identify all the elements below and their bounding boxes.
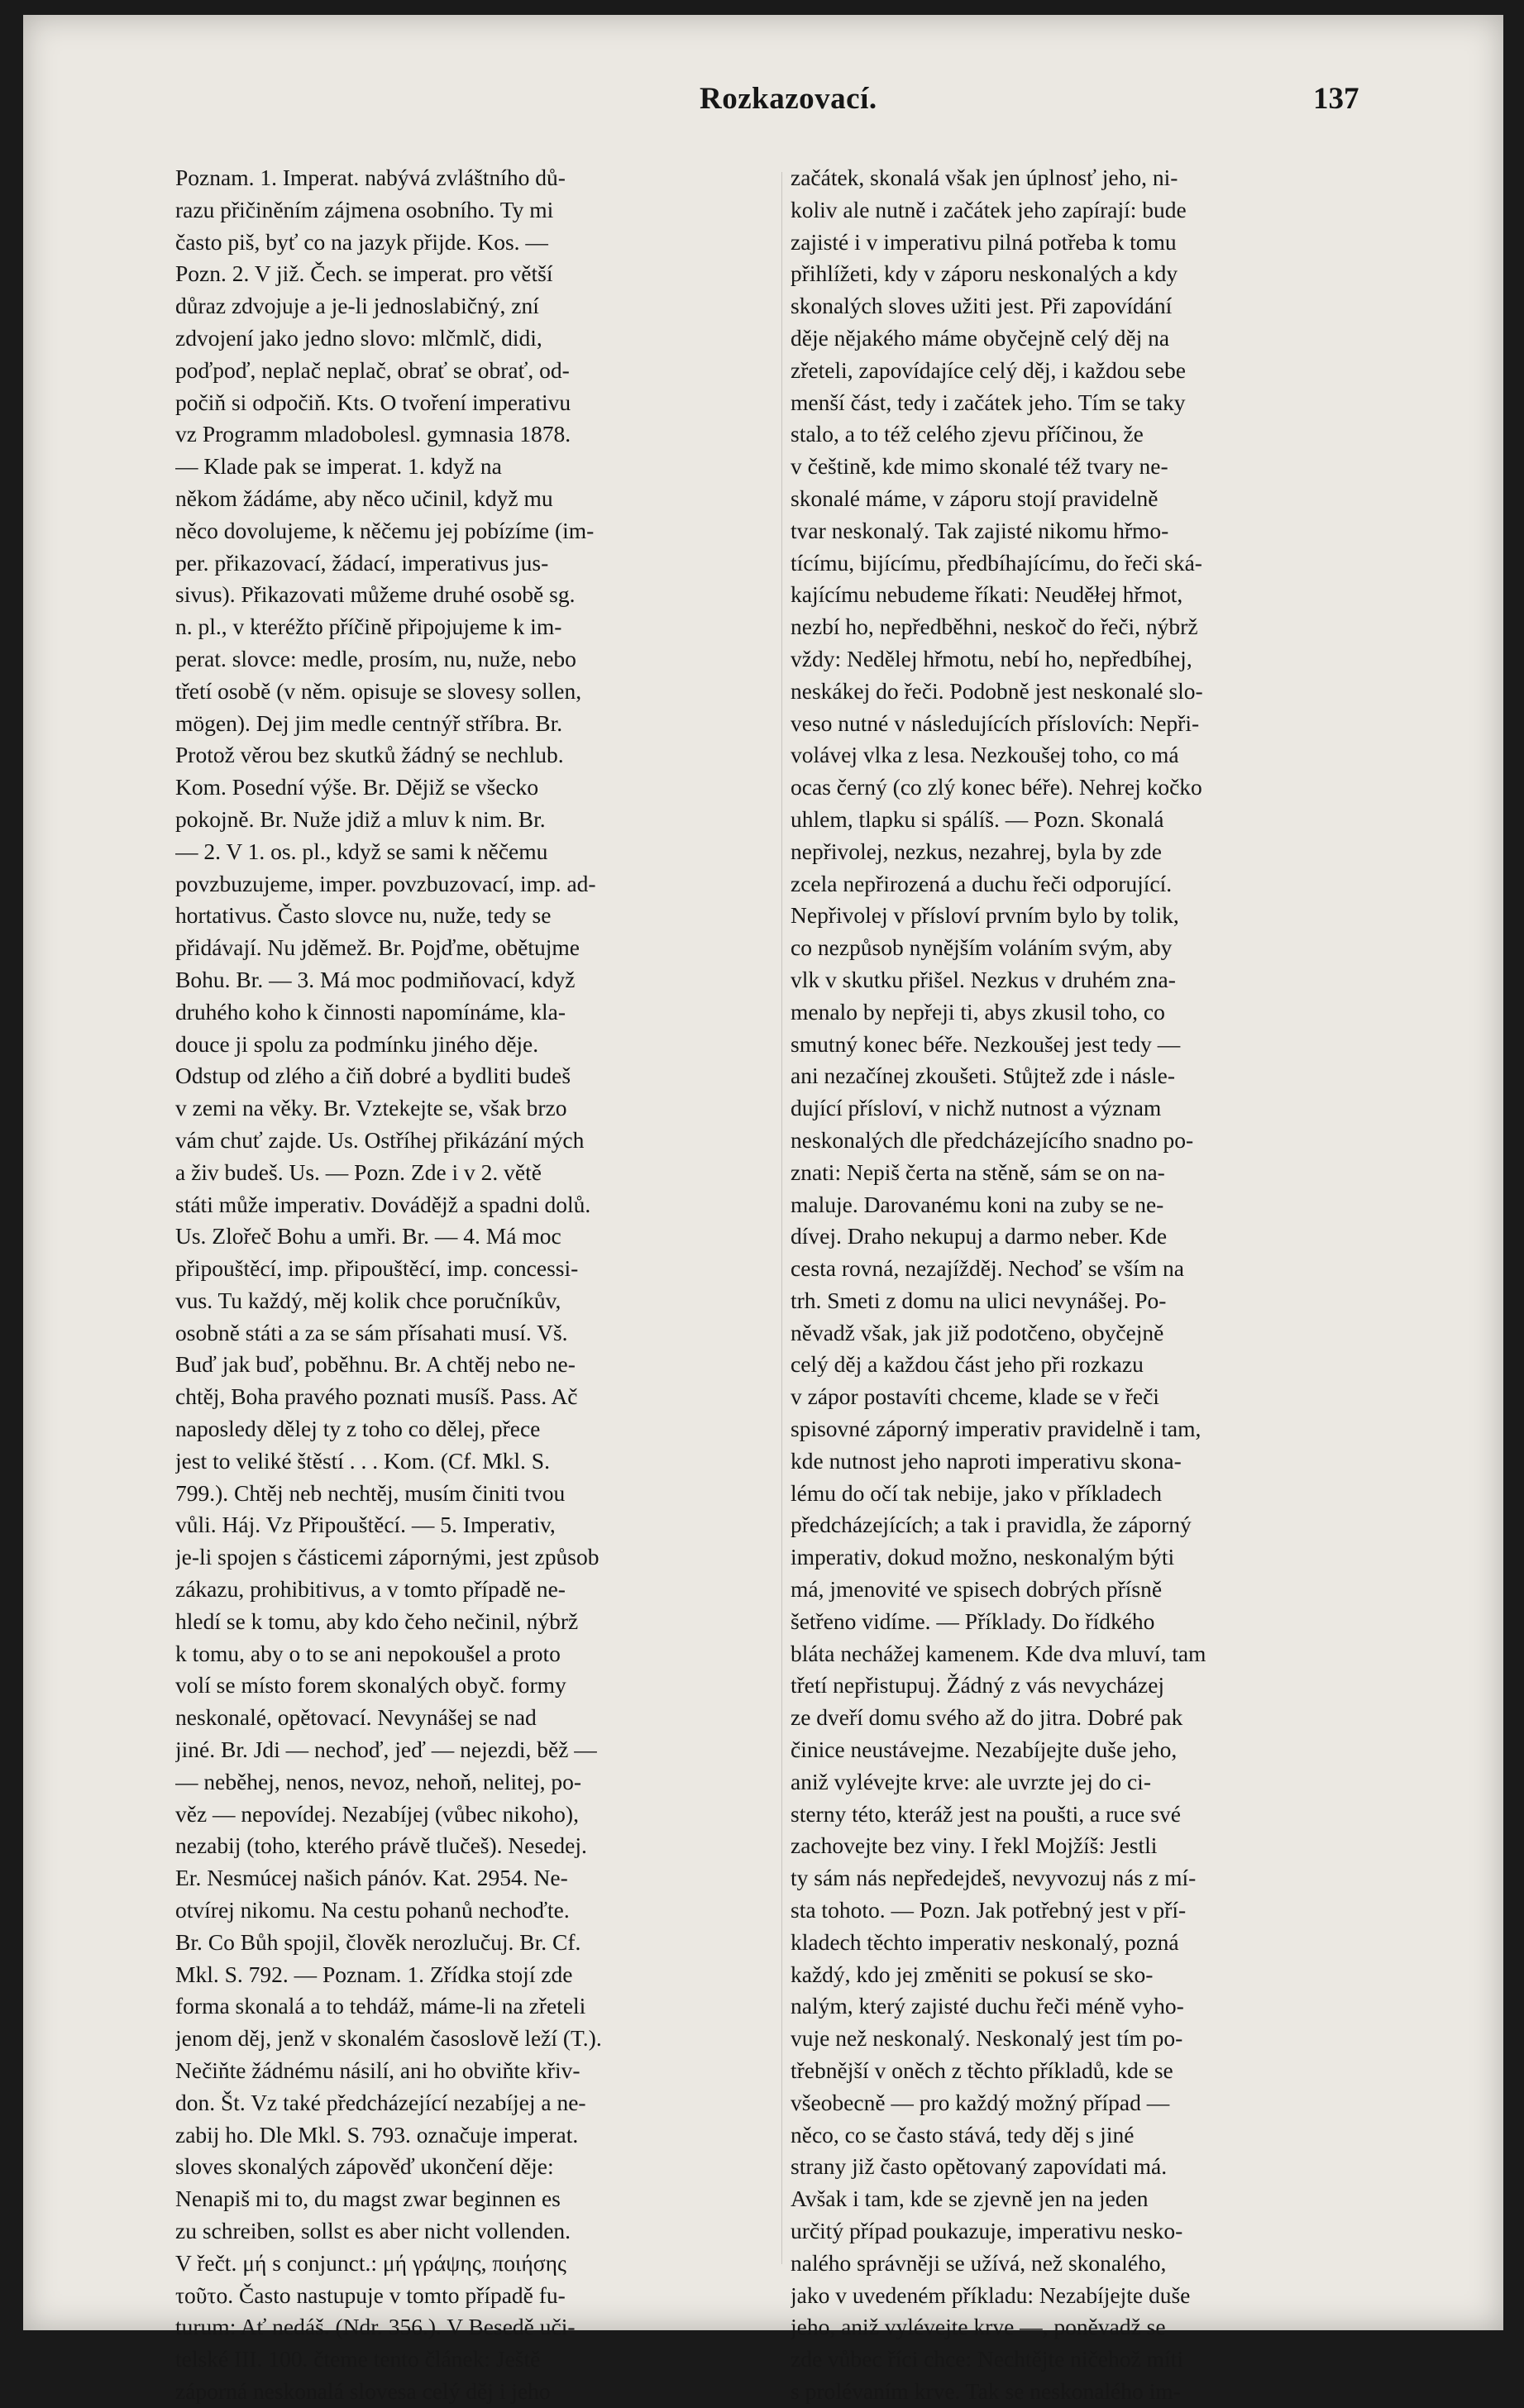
text-line: šetřeno vidíme. — Příklady. Do řídkého [791,1608,1155,1634]
text-line: jenom děj, jenž v skonalém časoslově leží (T.). [175,2025,602,2052]
text-line: trh. Smeti z domu na ulici nevynášej. Po- [791,1287,1167,1313]
text-line: vám chuť zajde. Us. Ostříhej přikázání mých [175,1126,585,1153]
text-line: zcela nepřirozená a duchu řeči odporující. [791,870,1173,896]
text-line: tícímu, bijícímu, předbíhajícímu, do řeči ská- [791,549,1202,576]
text-line: má, jmenovité ve spisech dobrých přísně [791,1576,1163,1603]
running-title: Rozkazovací. [700,82,877,116]
text-line: druhého koho k činnosti napomínáme, kla- [175,998,566,1025]
text-line: nezabij (toho, kterého právě tlučeš). Nesedej. [175,1832,587,1859]
text-line: cesta rovná, nezajížděj. Nechoď se vším na [791,1255,1184,1282]
text-line: Protož věrou bez skutků žádný se nechlub. [175,742,564,768]
text-line: Avšak i tam, kde se zjevně jen na jeden [791,2186,1149,2212]
text-line: věz — nepovídej. Nezabíjej (vůbec nikoho), [175,1800,579,1827]
text-line: mögen). Dej jim medle centnýř stříbra. Br. [175,710,563,736]
text-line: tvar neskonalý. Tak zajisté nikomu hřmo- [791,517,1169,543]
text-line: veso nutné v následujících příslovích: Nepři- [791,710,1200,736]
text-line: státi může imperativ. Dovádějž a spadni dolů. [175,1191,591,1217]
text-line: někom žádáme, aby něco učinil, když mu [175,485,553,511]
text-line: děje nějakého máme obyčejně celý děj na [791,324,1170,351]
text-line: Nenapiš mi to, du magst zwar beginnen es [175,2186,561,2212]
text-line: koliv ale nutně i začátek jeho zapírají: bude [791,196,1187,222]
text-line: lému do očí tak nebije, jako v příkladech [791,1479,1163,1506]
text-line: razu přičiněním zájmena osobního. Ty mi [175,196,554,222]
text-line: vuje než neskonalý. Neskonalý jest tím po- [791,2025,1183,2052]
page-header [23,81,1503,131]
text-line: v zemi na věky. Br. Vztekejte se, však brzo [175,1095,567,1121]
text-line: činice neustávejme. Nezabíjejte duše jeho, [791,1737,1178,1763]
text-line: ze dveří domu svého až do jitra. Dobré pak [791,1704,1183,1731]
left-column [175,162,774,2408]
text-line: vždy: Nedělej hřmotu, nebí ho, nepředbíhej, [791,645,1192,671]
text-line: naposledy dělej ty z toho co dělej, přece [175,1416,541,1442]
text-line: hortativus. Často slovce nu, nuže, tedy se [175,902,552,929]
text-line: pokojně. Br. Nuže jdiž a mluv k nim. Br. [175,805,546,832]
text-line: Odstup od zlého a čiň dobré a bydliti budeš [175,1063,571,1089]
text-line: Nepřivolej v přísloví prvním bylo by tolik, [791,902,1179,929]
text-line: důraz zdvojuje a je-li jednoslabičný, zní [175,293,539,319]
text-line: sta tohoto. — Pozn. Jak potřebný jest v pří- [791,1897,1187,1923]
text-line: zdvojení jako jedno slovo: mlčmlč, didi, [175,324,542,351]
text-line: — Klade pak se imperat. 1. když na [175,453,502,480]
text-line: zřeteli, zapovídajíce celý děj, i každou sebe [791,356,1186,383]
text-line: Nečiňte žádnému násilí, ani ho obviňte křiv- [175,2057,580,2084]
text-line: přihlížeti, kdy v záporu neskonalých a kdy [791,260,1178,287]
text-line: skonalé máme, v záporu stojí pravidelně [791,485,1159,511]
text-line: třetí osobě (v něm. opisuje se slovesy sollen, [175,677,582,704]
text-line: zabij ho. Dle Mkl. S. 793. označuje imperat. [175,2121,579,2148]
text-line: zajisté i v imperativu pilná potřeba k tomu [791,228,1177,255]
text-line: něco, co se často stává, tedy děj s jiné [791,2121,1135,2148]
text-line: Us. Zlořeč Bohu a umři. Br. — 4. Má moc [175,1223,561,1249]
text-line: vus. Tu každý, měj kolik chce poručníkův, [175,1287,561,1313]
text-line: přidávají. Nu jděmež. Br. Pojďme, obětujme [175,934,580,961]
text-line: vůli. Háj. Vz Připouštěcí. — 5. Imperativ, [175,1512,556,1538]
text-line: uhlem, tlapku si spálíš. — Pozn. Skonalá [791,805,1164,832]
text-line: určitý případ poukazuje, imperativu nesko- [791,2218,1183,2243]
text-line: aniž vylévejte krve: ale uvrzte jej do ci- [791,1768,1151,1794]
text-line: dívej. Draho nekupuj a darmo neber. Kde [791,1223,1168,1249]
text-line: kajícímu nebudeme říkati: Neuděłej hřmot, [791,581,1183,608]
text-line: telské III. 100. čteme tento článek: Ještě [175,2346,541,2372]
text-line: v zápor postavíti chceme, klade se v řeči [791,1383,1159,1410]
text-line: vz Programm mladobolesl. gymnasia 1878. [175,421,571,447]
text-line: ani nezačínej zkoušeti. Stůjtež zde i násle- [791,1063,1176,1089]
text-line: celý děj a každou část jeho při rozkazu [791,1351,1144,1378]
text-line: ty sám nás nepředejdeš, nevyvozuj nás z mí- [791,1865,1197,1891]
text-line: perat. slovce: medle, prosím, nu, nuže, nebo [175,645,576,671]
text-line: něvadž však, jak již podotčeno, obyčejně [791,1319,1164,1345]
text-line: záporná neskonalá slovesa celý děj i jeho [175,2377,551,2404]
text-line: předcházejících; a tak i pravidla, že záporný [791,1512,1192,1538]
text-line: V řečt. μή s conjunct.: μή γράψης, ποιήσης [175,2249,566,2276]
text-line: smutný konec béře. Nezkoušej jest tedy — [791,1030,1181,1057]
text-line: strany již často opětovaný zapovídati má. [791,2153,1168,2180]
text-line: je-li spojen s částicemi zápornými, jest způsob [175,1544,600,1570]
text-line: zákazu, prohibitivus, a v tomto případě ne- [175,1576,566,1603]
page-number: 137 [1313,82,1359,116]
text-line: Pozn. 2. V již. Čech. se imperat. pro větší [175,260,553,287]
text-line: forma skonalá a to tehdáž, máme-li na zřeteli [175,1993,586,2019]
text-line: v češtině, kde mimo skonalé též tvary ne- [791,453,1168,480]
text-line: počiň si odpočiň. Kts. O tvoření imperativu [175,389,571,415]
text-line: nezbí ho, nepředběhni, neskoč do řeči, nýbrž [791,614,1198,640]
text-line: vlk v skutku přišel. Nezkus v druhém zna- [791,966,1176,992]
text-line: jiné. Br. Jdi — nechoď, jeď — nejezdi, běž — [175,1737,597,1763]
text-line: hledí se k tomu, aby kdo čeho nečinil, nýbrž [175,1608,579,1634]
text-line: Kom. Posední výše. Br. Dějiž se všecko [175,774,539,800]
text-line: Buď jak buď, poběhnu. Br. A chtěj nebo ne- [175,1351,576,1378]
text-line: menalo by nepřeji ti, abys zkusil toho, co [791,998,1165,1025]
text-line: sterny této, kteráž jest na poušti, a ruce své [791,1800,1181,1827]
text-line: per. přikazovací, žádací, imperativus jus- [175,549,549,576]
text-line: připouštěcí, imp. připouštěcí, imp. concessi- [175,1255,579,1282]
text-line: Mkl. S. 792. — Poznam. 1. Zřídka stojí zde [175,1961,573,1987]
right-column [791,162,1404,2408]
text-line: sloves skonalých zápověď ukončení děje: [175,2153,554,2180]
text-line: kde nutnost jeho naproti imperativu skona- [791,1447,1182,1474]
column-gutter [781,172,782,2264]
text-line: — neběhej, nenos, nevoz, nehoň, nelitej, po- [175,1768,582,1794]
text-line: poďpoď, neplač neplač, obrať se obrať, od- [175,356,570,383]
text-line: turum: Ať nedáš. (Ndr. 356.). V Besedě uči- [175,2314,576,2340]
text-line: don. Št. Vz také předcházející nezabíjej a ne- [175,2089,586,2115]
text-line: chtěj, Boha pravého poznati musíš. Pass. Ač [175,1383,578,1410]
text-line: třebnější v oněch z těchto příkladů, kde se [791,2057,1173,2084]
text-line: douce ji spolu za podmínku jiného děje. [175,1030,539,1057]
text-line: bláta nechážej kamenem. Kde dva mluví, tam [791,1640,1206,1666]
text-line: něco dovolujeme, k něčemu jej pobízíme (im- [175,517,595,543]
book-page [23,15,1503,2404]
text-line: ocas černý (co zlý konec béře). Nehrej kočko [791,774,1202,800]
text-line: zde vůbec říci chce: Nechtějte ničehož míti [791,2346,1183,2372]
text-line: Poznam. 1. Imperat. nabývá zvláštního dů- [175,165,566,190]
text-line: zachovejte bez viny. I řekl Mojžíš: Jestli [791,1832,1158,1859]
text-line: sivus). Přikazovati můžeme druhé osobě sg. [175,581,576,608]
text-line: jest to veliké štěstí . . . Kom. (Cf. Mkl. S. [175,1447,550,1474]
text-line: nalého správněji se užívá, než skonalého, [791,2249,1167,2276]
text-line: často piš, byť co na jazyk přijde. Kos. — [175,228,548,255]
text-line: 799.). Chtěj neb nechtěj, musím činiti tvou [175,1479,566,1506]
text-line: Bohu. Br. — 3. Má moc podmiňovací, když [175,966,576,992]
text-line: volávej vlka z lesa. Nezkoušej toho, co má [791,742,1179,768]
text-line: nepřivolej, nezkus, nezahrej, byla by zde [791,838,1162,864]
text-line: začátek, skonalá však jen úplnosť jeho, ni- [791,165,1178,190]
text-line: zu schreiben, sollst es aber nicht vollenden. [175,2218,571,2243]
text-line: neskonalých dle předcházejícího snadno po- [791,1126,1194,1153]
text-line: maluje. Darovanému koni na zuby se ne- [791,1191,1164,1217]
text-line: stalo, a to též celého zjevu příčinou, že [791,421,1144,447]
text-line: Er. Nesmúcej našich pánóv. Kat. 2954. Ne- [175,1865,568,1891]
text-line: volí se místo forem skonalých obyč. formy [175,1672,566,1698]
text-line: a živ budeš. Us. — Pozn. Zde i v 2. větě [175,1159,542,1185]
text-line: jeho, aniž vylévejte krve —, poněvadž se [791,2314,1166,2340]
text-line: co nezpůsob nynějším voláním svým, aby [791,934,1173,961]
text-line: τοῦτο. Často nastupuje v tomto případě fu- [175,2281,566,2308]
text-line: všeobecně — pro každý možný případ — [791,2089,1170,2115]
text-line: nalým, který zajisté duchu řeči méně vyho- [791,1993,1184,2019]
text-line: otvírej nikomu. Na cestu pohanů nechoďte. [175,1897,570,1923]
text-line: imperativ, dokud možno, neskonalým býti [791,1544,1175,1570]
text-line: n. pl., v kteréžto příčině připojujeme k im- [175,614,562,640]
text-line: znati: Nepiš čerta na stěně, sám se on na- [791,1159,1165,1185]
text-line: Br. Co Bůh spojil, člověk nerozlučuj. Br. Cf. [175,1928,581,1955]
text-line: jako v uvedeném příkladu: Nezabíjejte duše [791,2281,1191,2308]
text-line: — 2. V 1. os. pl., když se sami k něčemu [175,838,548,864]
text-line: s prolévaním krve. Tak se neskonalého im- [791,2377,1181,2404]
text-line: skonalých sloves užiti jest. Při zapovídání [791,293,1173,319]
text-line: třetí nepřistupuj. Žádný z vás nevycházej [791,1672,1165,1698]
text-line: spisovné záporný imperativ pravidelně i tam, [791,1416,1202,1442]
text-line: povzbuzujeme, imper. povzbuzovací, imp. ad- [175,870,596,896]
text-line: osobně státi a za se sám přísahati musí. Vš. [175,1319,568,1345]
text-line: menší část, tedy i začátek jeho. Tím se taky [791,389,1186,415]
text-line: dující přísloví, v nichž nutnost a význam [791,1095,1162,1121]
text-line: neskákej do řeči. Podobně jest neskonalé slo- [791,677,1203,704]
text-line: kladech těchto imperativ neskonalý, pozná [791,1928,1179,1955]
text-line: každý, kdo jej změniti se pokusí se sko- [791,1961,1154,1987]
text-line: k tomu, aby o to se ani nepokoušel a proto [175,1640,561,1666]
text-line: neskonalé, opětovací. Nevynášej se nad [175,1704,537,1731]
